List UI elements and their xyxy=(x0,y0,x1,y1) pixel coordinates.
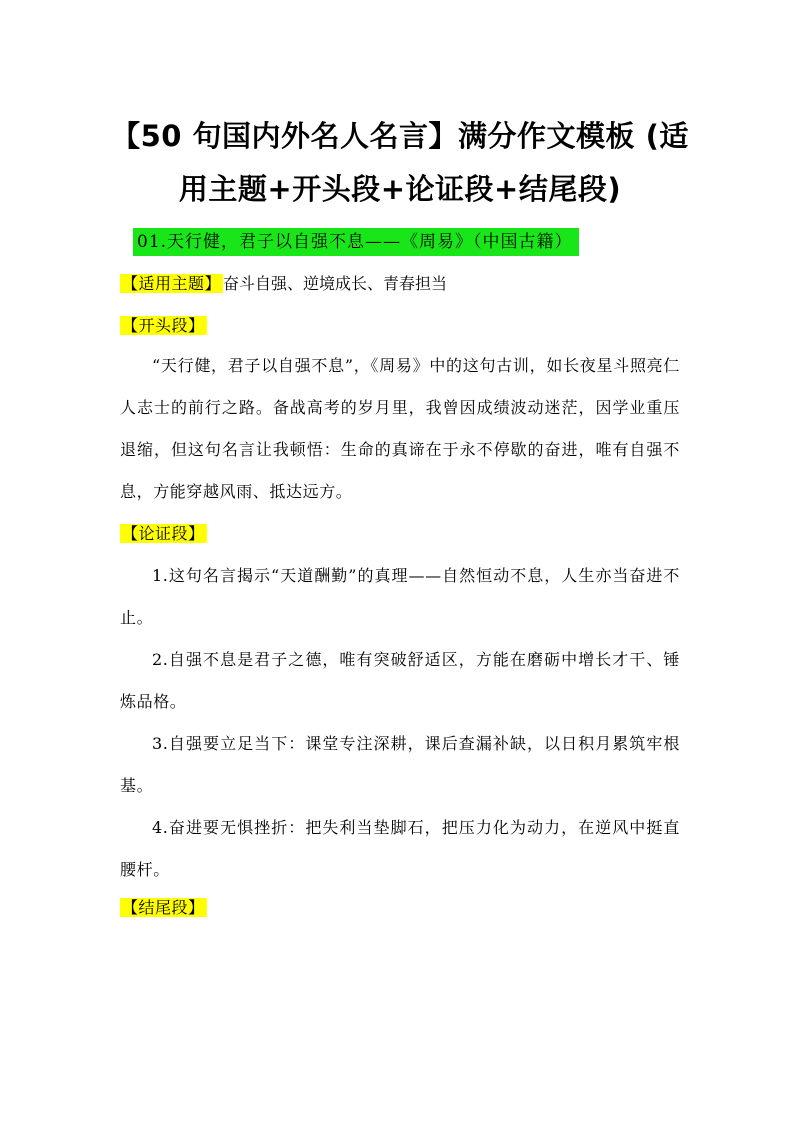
closing-label: 【结尾段】 xyxy=(122,898,205,917)
opening-label: 【开头段】 xyxy=(122,316,205,335)
argument-label: 【论证段】 xyxy=(122,524,205,543)
argument-point-2: 2.自强不息是君子之德，唯有突破舒适区，方能在磨砺中增长才干、锤炼品格。 xyxy=(120,650,680,711)
argument-point-4: 4.奋进要无惧挫折：把失利当垫脚石，把压力化为动力，在逆风中挺直腰杆。 xyxy=(120,818,680,879)
opening-label-row xyxy=(120,313,207,339)
themes-text: 奋斗自强、逆境成长、青春担当 xyxy=(223,274,448,293)
themes-row xyxy=(120,271,447,297)
closing-label-row xyxy=(120,895,207,921)
page-title: 【50 句国内外名人名言】满分作文模板 (适用主题+开头段+论证段+结尾段) xyxy=(111,119,689,206)
argument-label-row xyxy=(120,521,207,547)
argument-point-1: 1.这句名言揭示“天道酬勤”的真理——自然恒动不息，人生亦当奋进不止。 xyxy=(120,566,680,627)
quote-heading: 01.天行健，君子以自强不息——《周易》（中国古籍） xyxy=(133,228,579,256)
themes-label: 【适用主题】 xyxy=(122,274,222,293)
opening-paragraph: “天行健，君子以自强不息”，《周易》中的这句古训，如长夜星斗照亮仁人志士的前行之路。备战高考的岁月里，我曾因成绩波动迷茫，因学业重压退缩，但这句名言让我顿悟：生命的真谛在于永不停歇的奋进，唯有自强不息，方能穿越风雨、抵达远方。 xyxy=(120,356,680,501)
argument-point-3: 3.自强要立足当下：课堂专注深耕，课后查漏补缺，以日积月累筑牢根基。 xyxy=(120,734,680,795)
